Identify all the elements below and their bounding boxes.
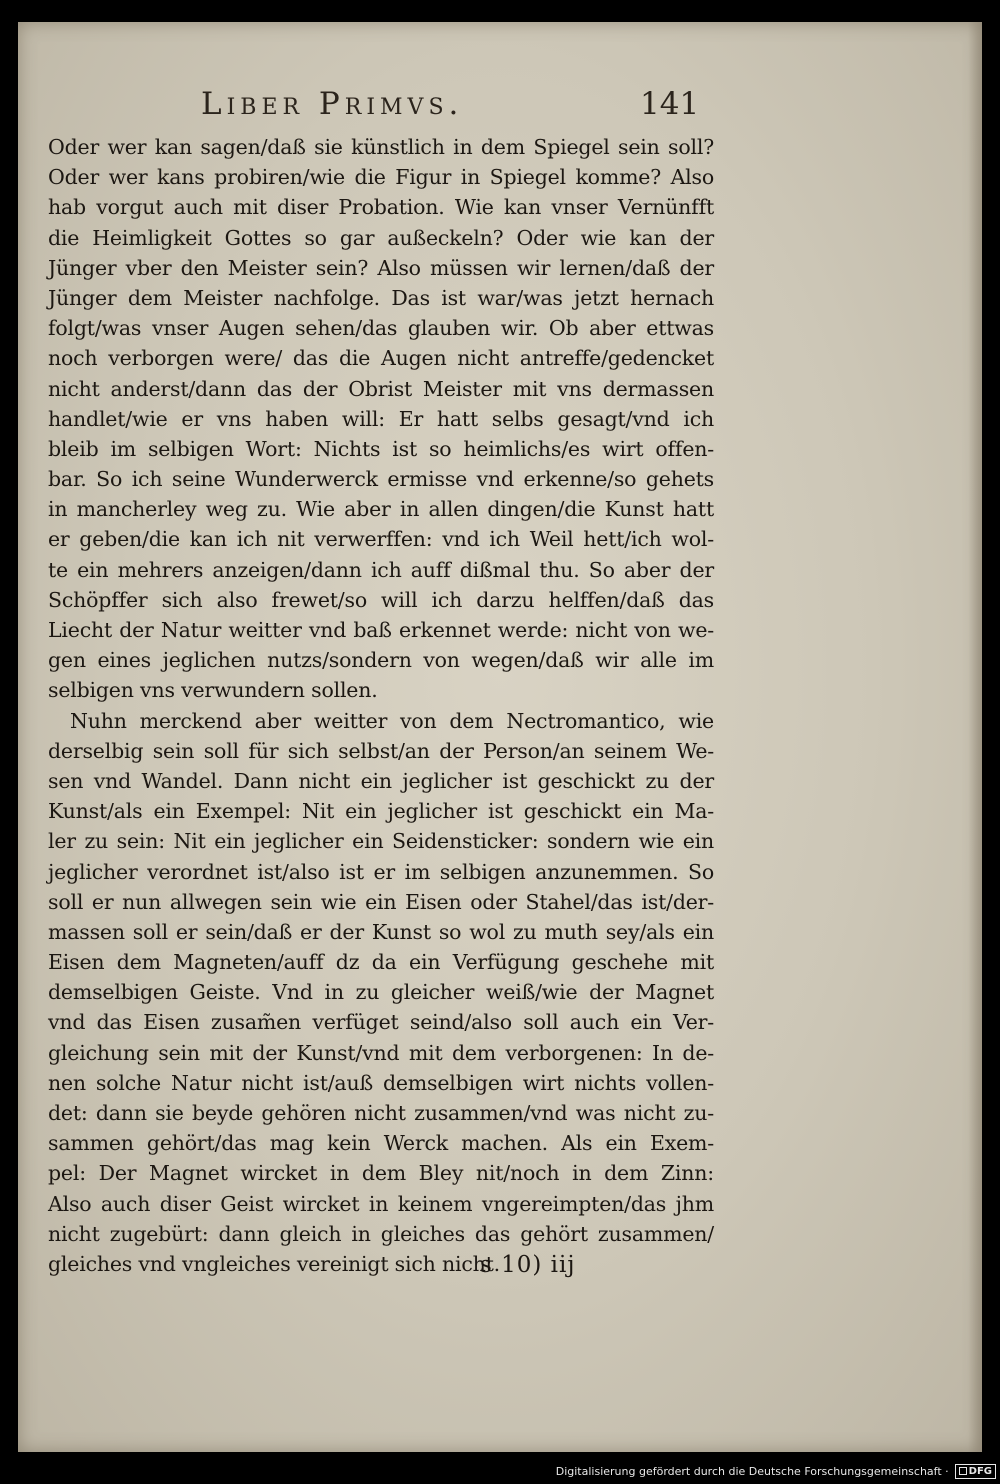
dfg-logo-text: DFG: [968, 1465, 992, 1477]
running-head: [18, 86, 982, 136]
page-number: 141: [640, 86, 700, 122]
book-page: [18, 22, 982, 1452]
dfg-logo: [955, 1464, 996, 1479]
paragraph-start-line: Nuhn merckend aber weitter von dem Nectromantico, wie: [70, 708, 714, 733]
digitization-footer: [556, 1462, 996, 1480]
text-line: Oder wer kans probiren/wie die Figur in Spiegel komme? Also: [48, 165, 714, 190]
text-line: ler zu sein: Nit ein jeglicher ein Seidensticker: sondern wie ein: [48, 829, 714, 854]
text-line: jeglicher verordnet ist/also ist er im selbigen anzunemmen. So: [48, 859, 714, 884]
text-line: die Heimligkeit Gottes so gar außeckeln? Oder wie kan der: [48, 225, 714, 250]
text-line: demselbigen Geiste. Vnd in zu gleicher weiß/wie der Magnet: [48, 980, 714, 1005]
text-line: er geben/die kan ich nit verwerffen: vnd ich Weil hett/ich wol-: [48, 527, 714, 552]
text-line: soll er nun allwegen sein wie ein Eisen oder Stahel/das ist/der-: [48, 889, 714, 914]
text-line: vnd das Eisen zusam̃en verfüget seind/also soll auch ein Ver-: [48, 1010, 714, 1035]
text-line: hab vorgut auch mit diser Probation. Wie kan vnser Vernünfft: [48, 195, 714, 220]
text-line: gen eines jeglichen nutzs/sondern von wegen/daß wir alle im: [48, 648, 714, 673]
text-line: Schöpffer sich also frewet/so will ich darzu helffen/daß das: [48, 587, 714, 612]
text-line: det: dann sie beyde gehören nicht zusammen/vnd was nicht zu-: [48, 1101, 714, 1125]
body-text: [48, 132, 714, 1279]
text-line: nen solche Natur nicht ist/auß demselbigen wirt nichts vollen-: [48, 1070, 714, 1095]
text-line: bleib im selbigen Wort: Nichts ist so heimlichs/es wirt offen-: [48, 436, 714, 461]
text-line: nicht anderst/dann das der Obrist Meister mit vns dermassen: [48, 376, 714, 401]
text-line: Also auch diser Geist wircket in keinem vngereimpten/das jhm: [48, 1191, 714, 1216]
text-line: te ein mehrers anzeigen/dann ich auff dißmal thu. So aber der: [48, 557, 714, 582]
text-line: bar. So ich seine Wunderwerck ermisse vnd erkenne/so gehets: [48, 467, 714, 492]
paragraph-end-line: gleiches vnd vngleiches vereinigt sich nicht.: [48, 1251, 500, 1276]
text-line: Kunst/als ein Exempel: Nit ein jeglicher ist geschickt ein Ma-: [48, 799, 714, 824]
text-line: gleichung sein mit der Kunst/vnd mit dem verborgenen: In de-: [48, 1040, 714, 1065]
text-line: in mancherley weg zu. Wie aber in allen dingen/die Kunst hatt: [48, 497, 714, 522]
text-line: Eisen dem Magneten/auff dz da ein Verfügung geschehe mit: [48, 950, 714, 975]
text-line: pel: Der Magnet wircket in dem Bley nit/noch in dem Zinn:: [48, 1161, 714, 1186]
text-line: Jünger vber den Meister sein? Also müssen wir lernen/daß der: [48, 255, 714, 280]
text-line: massen soll er sein/daß er der Kunst so wol zu muth sey/als ein: [48, 919, 714, 944]
text-line: sen vnd Wandel. Dann nicht ein jeglicher ist geschickt zu der: [48, 768, 714, 793]
running-title: Liber Primvs.: [201, 86, 464, 122]
text-line: handlet/wie er vns haben will: Er hatt selbs gesagt/vnd ich: [48, 406, 714, 431]
text-line: sammen gehört/das mag kein Werck machen. Als ein Exem-: [48, 1131, 714, 1156]
text-line: Jünger dem Meister nachfolge. Das ist war/was jetzt hernach: [48, 285, 714, 310]
paragraph-end-line: selbigen vns verwundern sollen.: [48, 678, 378, 703]
text-line: Oder wer kan sagen/daß sie künstlich in dem Spiegel sein soll?: [48, 135, 714, 159]
page-edge-shadow: [968, 22, 982, 1452]
text-line: derselbig sein soll für sich selbst/an der Person/an seinem We-: [48, 738, 714, 763]
footer-credit: Digitalisierung gefördert durch die Deutsche Forschungsgemeinschaft ·: [555, 1464, 949, 1478]
text-line: Liecht der Natur weitter vnd baß erkennet werde: nicht von we-: [48, 618, 714, 642]
text-line: nicht zugebürt: dann gleich in gleiches das gehört zusammen/: [48, 1221, 714, 1246]
dfg-logo-icon: [959, 1467, 967, 1475]
text-line: noch verborgen were/ das die Augen nicht antreffe/gedencket: [48, 346, 714, 371]
signature-mark: s 10) iij: [480, 1252, 576, 1278]
text-line: folgt/was vnser Augen sehen/das glauben wir. Ob aber ettwas: [48, 316, 714, 341]
